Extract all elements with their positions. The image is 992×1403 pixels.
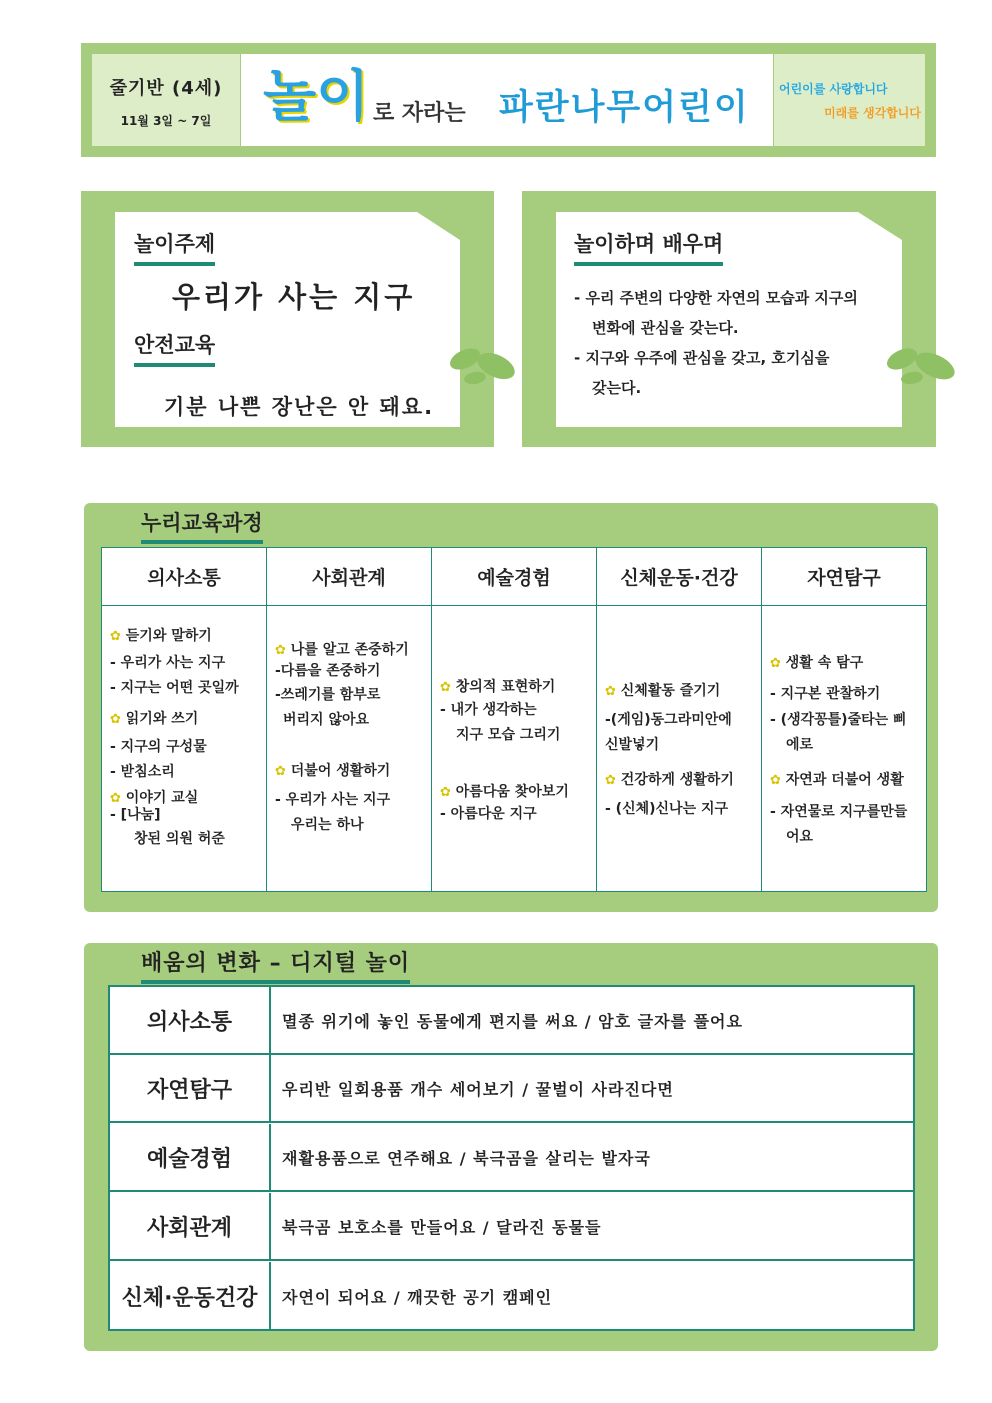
cell-line: - (생각꽁틀)줄타는 삐 bbox=[770, 712, 907, 728]
activity-text: 재활용품으로 연주해요 / 북극곰을 살리는 발자국 bbox=[282, 1148, 651, 1168]
cell-line: - 아름다운 지구 bbox=[440, 806, 537, 822]
cell-line: -쓰레기를 함부로 bbox=[275, 687, 381, 703]
cell-line: ✿ 생활 속 탐구 bbox=[770, 655, 864, 671]
column-header: 자연탐구 bbox=[762, 548, 926, 606]
safety-label: 안전교육 bbox=[134, 329, 215, 367]
leaf-icon bbox=[441, 340, 521, 388]
table-row bbox=[110, 1262, 913, 1330]
learning-card-fold bbox=[820, 212, 902, 427]
cell-line: ✿ 읽기와 쓰기 bbox=[110, 711, 199, 727]
cell-line: - 우리가 사는 지구 bbox=[110, 655, 226, 671]
class-name: 줄기반 (4세) bbox=[109, 78, 223, 99]
digital-table bbox=[108, 985, 915, 1331]
learning-line: - 우리 주변의 다양한 자연의 모습과 지구의 bbox=[574, 289, 858, 307]
cell-line: 창된 의원 허준 bbox=[134, 831, 225, 847]
cell-line: - 지구본 관찰하기 bbox=[770, 686, 881, 702]
theme-label: 놀이주제 bbox=[134, 228, 215, 266]
slogan-1: 어린이를 사랑합니다 bbox=[779, 82, 888, 96]
slogan-2: 미래를 생각합니다 bbox=[824, 106, 921, 120]
activity-text: 자연이 되어요 / 깨끗한 공기 캠페인 bbox=[282, 1287, 553, 1307]
cell-line: -(게임)동그라미안에 bbox=[605, 712, 732, 728]
learning-line: - 지구와 우주에 관심을 갖고, 호기심을 bbox=[574, 349, 830, 367]
area-name: 자연탐구 bbox=[110, 1055, 271, 1121]
nuri-column-physical bbox=[597, 548, 762, 891]
header-banner bbox=[81, 43, 936, 157]
cell-line: ✿ 듣기와 말하기 bbox=[110, 628, 212, 644]
cell-line: ✿ 나를 알고 존중하기 bbox=[275, 642, 409, 658]
table-row bbox=[110, 1193, 913, 1261]
cell-line: - 내가 생각하는 bbox=[440, 702, 537, 718]
nuri-title: 누리교육과정 bbox=[141, 507, 263, 544]
learning-line: 변화에 관심을 갖는다. bbox=[592, 319, 739, 337]
cell-line: ✿ 자연과 더불어 생활 bbox=[770, 772, 904, 788]
slogan-box bbox=[774, 54, 925, 146]
area-name: 예술경험 bbox=[110, 1124, 271, 1190]
cell-line: 우리는 하나 bbox=[291, 817, 364, 833]
theme-value: 우리가 사는 지구 bbox=[172, 280, 416, 314]
cell-line: ✿ 이야기 교실 bbox=[110, 790, 199, 806]
cell-line: ✿ 더불어 생활하기 bbox=[275, 763, 391, 779]
cell-line: -다름을 존중하기 bbox=[275, 663, 381, 679]
cell-line: 지구 모습 그리기 bbox=[456, 727, 561, 743]
activity-text: 멸종 위기에 놓인 동물에게 편지를 써요 / 암호 글자를 풀어요 bbox=[282, 1011, 743, 1031]
column-header: 신체운동·건강 bbox=[597, 548, 761, 606]
table-row bbox=[110, 1124, 913, 1192]
digital-title: 배움의 변화 – 디지털 놀이 bbox=[141, 946, 410, 984]
activity-text: 우리반 일회용품 개수 세어보기 / 꿀벌이 사라진다면 bbox=[282, 1079, 674, 1099]
logo-text: 놀이 bbox=[263, 64, 370, 128]
cell-line: 버리지 않아요 bbox=[283, 712, 370, 728]
column-header: 예술경험 bbox=[432, 548, 596, 606]
logo-suffix: 로 자라는 bbox=[373, 101, 466, 126]
table-row bbox=[110, 987, 913, 1055]
cell-line: ✿ 아름다움 찾아보기 bbox=[440, 784, 569, 800]
learning-label: 놀이하며 배우며 bbox=[574, 228, 723, 266]
cell-line: 어요 bbox=[786, 829, 814, 845]
nuri-column-nature bbox=[762, 548, 926, 891]
area-name: 사회관계 bbox=[110, 1193, 271, 1259]
cell-line: - (신체)신나는 지구 bbox=[605, 801, 729, 817]
leaf-icon bbox=[878, 340, 962, 388]
cell-line: - 받침소리 bbox=[110, 764, 175, 780]
cell-line: ✿ 건강하게 생활하기 bbox=[605, 772, 734, 788]
learning-line: 갖는다. bbox=[592, 379, 642, 397]
date-range: 11월 3일 ~ 7일 bbox=[120, 114, 212, 128]
cell-line: - 우리가 사는 지구 bbox=[275, 792, 391, 808]
title-box bbox=[241, 54, 773, 146]
safety-value: 기분 나쁜 장난은 안 돼요. bbox=[164, 395, 435, 419]
cell-line: 신발넣기 bbox=[605, 737, 660, 753]
column-header: 사회관계 bbox=[267, 548, 431, 606]
cell-line: - 지구의 구성물 bbox=[110, 739, 207, 755]
nuri-column-art bbox=[432, 548, 597, 891]
cell-line: - [나눔] bbox=[110, 807, 161, 823]
column-header: 의사소통 bbox=[102, 548, 266, 606]
table-row bbox=[110, 1055, 913, 1123]
nuri-column-communication bbox=[102, 548, 267, 891]
class-info-box bbox=[92, 54, 240, 146]
area-name: 의사소통 bbox=[110, 987, 271, 1053]
cell-line: - 지구는 어떤 곳일까 bbox=[110, 680, 239, 696]
cell-line: 에로 bbox=[786, 737, 814, 753]
cell-line: - 자연물로 지구를만들 bbox=[770, 804, 908, 820]
cell-line: ✿ 신체활동 즐기기 bbox=[605, 683, 721, 699]
nuri-table bbox=[101, 547, 927, 892]
cell-line: ✿ 창의적 표현하기 bbox=[440, 679, 556, 695]
nuri-column-social bbox=[267, 548, 432, 891]
activity-text: 북극곰 보호소를 만들어요 / 달라진 동물들 bbox=[282, 1217, 602, 1237]
area-name: 신체·운동건강 bbox=[110, 1262, 271, 1330]
school-name: 파란나무어린이 bbox=[499, 88, 750, 128]
